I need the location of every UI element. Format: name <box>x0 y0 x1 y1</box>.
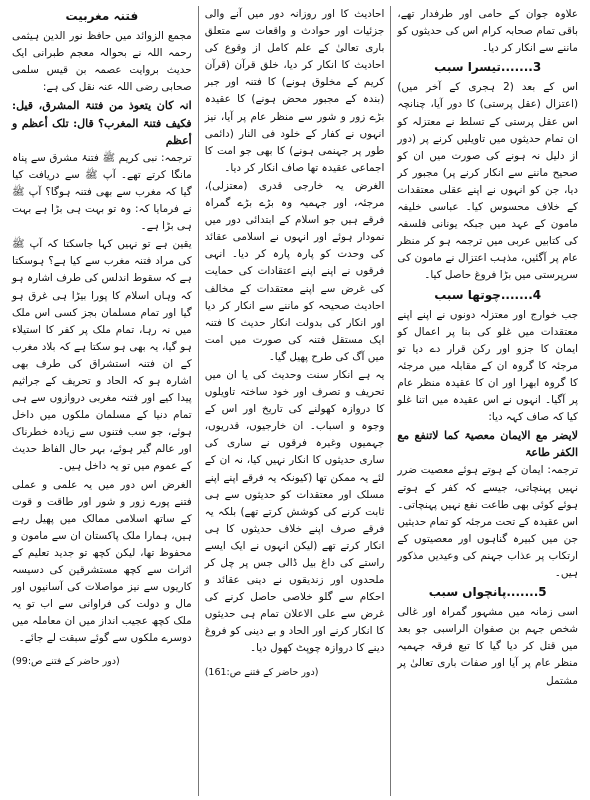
middle-para-3: یہ ہے انکار سنت وحدیث کی یا ان میں تحریف و تصرف اور خود ساختہ تاویلوں کا دروازہ کھولنے کی تاریخ اور اس کے وجوہ و اسباب۔ ان خارجیوں، قدریوں، جہمیوں وغیرہ فرقوں نے ساری کی ساری حدیثوں کا انکار نہیں کیا، نہ ان کے لئے یہ ممکن تھا (کیونکہ یہ فرقے اپنے اپنے مسلک اور معتقدات کو حدیثوں سے ہی ثابت کرنے کی کوشش کرتے تھے) بلکہ یہ فرقے صرف اپنے خلاف حدیثوں کا ہی انکار کرتے تھے (لیکن انہوں نے ایک ایسے راستے کی داغ بیل ڈالی جس پر چل کر ملحدوں اور زندیقوں نے دینی عقائد و احکام سے گلو خلاصی حاصل کرنے کی غرض سے علی الاعلان تمام ہی حدیثوں کا انکار کرنے اور الحاد و بے دینی کو فروغ دینے کا دروازہ چوپٹ کھول دیا۔ <box>204 368 385 655</box>
middle-source-reference: (دور حاضر کے فتنے ص:161) <box>204 666 319 678</box>
arabic-quote-murjia: لایضر مع الایمان معصیۃ کما لاتنفع مع الکفر طاعۃ <box>397 429 578 460</box>
right-para-5: اسی زمانہ میں مشہور گمراہ اور غالی شخص جہم بن صفوان الراسبی جو بعد میں قتل کر دیا گیا کا تبع فرقہ جہمیہ منظر عام پر آیا اور صفات باری تعالیٰ پر مشتمل <box>397 606 578 687</box>
middle-column <box>199 6 392 796</box>
left-para-2: ترجمہ: نبی کریم ﷺ فتنۂ مشرق سے پناہ مانگا کرتے تھے۔ آپ ﷺ سے دریافت کیا گیا کہ مغرب سے بھی فتنہ ہوگا؟ آپ ﷺ نے فرمایا کہ: وہ تو بہت ہی بڑا ہے بہت ہی بڑا ہے۔ <box>12 151 192 233</box>
right-para-2: اس کے بعد (2 ہجری کے آخر میں) (اعتزال (عقل پرستی) کا دور آیا، چنانچہ اس عقل پرستی کے تسلط نے معتزلہ کو ان تمام حدیثوں میں تاویلیں کرنے پر (دور از دلیل نہ ہونے کی صورت میں ان کو صحیح ماننے سے انکار کرنے پر) مجبور کر دیا، جن کو انہوں نے اپنے عقلی معتقدات کے خلاف محسوس کیا۔ عباسی خلیفہ مامون کے عہد میں جبکہ یونانی فلسفہ کی کتابیں عربی میں ترجمہ ہو کر منظر عام پر آگئیں، مذہب اعتزال نے مامون کی سرپرستی میں بڑا فروغ حاصل کیا۔ <box>397 81 578 282</box>
right-para-3: جب خوارج اور معتزلہ دونوں نے اپنے اپنے معتقدات میں غلو کی بنا پر اعمال کو ایمان کا جزو اور رکن قرار دے دیا تو مرجئہ کا گروہ ان کے مقابلہ میں مرجئہ کا گروہ ابھرا اور ان کا عقیدہ منظر عام پر آگیا۔ انہوں نے اس عقیدہ میں اتنا غلو کیا کہ صاف کہہ دیا: <box>397 308 578 424</box>
heading-fitna-maghribiyat: فتنہ مغربیت <box>65 9 139 23</box>
right-column <box>391 6 584 796</box>
left-para-4: الغرض اس دور میں یہ علمی و عملی فتنے پورے زور و شور اور طاقت و قوت کے ساتھ اسلامی ممالک میں پھیل رہے ہیں، ہمارا ملک پاکستان ان سے مامون و محفوظ تھا، لیکن کچھ تو جدید تعلیم کے اثرات سے کچھ مستشرقین کی دسیسہ کاریوں سے نیز مواصلات کی آسانیوں اور مال و دولت کی فراوانی سے اب تو یہ ملک کچھ عجیب انداز میں ان معاملہ میں دوسرے ملکوں سے گوئے سبقت لے جائے۔ <box>12 478 192 645</box>
left-source-reference: (دور حاضر کے فتنے ص:99) <box>12 656 120 668</box>
middle-para-2: الغرض یہ خارجی قدری (معتزلی)، مرجئہ، اور جہمیہ وہ بڑے بڑے گمراہ فرقے ہیں جو اسلام کے ابتدائی دور میں نمودار ہوئے اور انہوں نے اسلامی عقائد کی وحدت کو پارہ پارہ کر دیا۔ انہی فرقوں نے اپنے اپنے اعتقادات کی حمایت کی غرض سے اپنے معتقدات کے مخالف احادیث صحیحہ کو ماننے سے انکار کر دیا اور انکار کی بدولت انکار حدیث کا فتنہ ایک مستقل فتنہ کی صورت میں امت میں آگ کی طرح پھیل گیا۔ <box>204 179 385 363</box>
middle-para-1: احادیث کا اور روزانہ دور میں آنے والی جزئیات اور حوادث و واقعات سے متعلق باری تعالیٰ کے علم کامل از وقوع کی احادیث کا انکار کر دیا، خلق قرآن (قرآن کریم کے مخلوق ہونے) کا فتنہ اور جبر (بندہ کے مجبور محض ہونے) کا عقیدہ بڑے زور و شور سے منظر عام پر آیا، نیز انہوں نے کفار کے خلود فی النار (دائمی طور پر جہنمی ہونے) کا بھی جو امت کا اجماعی عقیدہ تھا صاف انکار کر دیا۔ <box>204 8 385 174</box>
heading-third-reason: 3.......تیسرا سبب <box>434 60 542 75</box>
right-para-1: علاوہ جوان کے حامی اور طرفدار تھے، باقی تمام صحابہ کرام اس کی حدیثوں کو ماننے سے انکار کر دیا۔ <box>397 8 578 55</box>
right-para-4: ترجمہ: ایمان کے ہوتے ہوئے معصیت ضرر نہیں پہنچاتی، جیسے کہ کفر کے ہوتے ہوئے کوئی بھی طاعت نفع نہیں پہنچاتی۔ اس عقیدہ کے تحت مرجئہ کو تمام حدیثیں جن میں کبیرہ گناہوں اور معصیتوں کے ارتکاب پر عذاب جہنم کی وعیدیں مذکور ہیں۔ <box>397 464 578 579</box>
arabic-hadith-text: انہ کان یتعوذ من فتنۃ المشرق، قیل: فکیف فتنۃ المغرب؟ قال: تلک أعظم و أعظم <box>12 99 192 147</box>
heading-fifth-reason: 5.......پانچواں سبب <box>428 585 547 600</box>
heading-fourth-reason: 4.......چوتھا سبب <box>434 287 542 302</box>
text-columns <box>6 6 584 796</box>
left-column <box>6 6 199 796</box>
left-para-3: یقین ہے تو نہیں کہا جاسکتا کہ آپ ﷺ کی مراد فتنہ مغرب سے کیا ہے؟ ہوسکتا ہے کہ سقوط اندلس کی طرف اشارہ ہو کہ وہاں اسلام کا پورا بیڑا ہی غرق ہو گیا اور تمام مسلمان بجز کسی اس ملک میں نہ رہا، تمام ملک پر کفر کا استیلاء ہو گیا، یہ بھی ہو سکتا ہے کہ بلاد مغرب کے ان فتنہ استشراق کی طرف بھی اشارہ ہو کہ الحاد و تحریف کے جراثیم پیدا کیے اور فتنہ مغربی دروازوں سے ہی تمام دنیا کے مسلمان ملکوں میں داخل ہوئے، جو سب فتنوں سے زیادہ خطرناک اور عالم گیر ہوئے، بہر حال الفاظ حدیث کے عموم میں تو یہ داخل ہیں۔ <box>12 238 192 473</box>
left-para-1: مجمع الزوائد میں حافظ نور الدین ہیثمی رحمہ اللہ نے بحوالہ معجم طبرانی ایک حدیث بروایت عصمہ بن قیس سلمی صحابی رضی اللہ عنہ نقل کی ہے: <box>12 30 192 94</box>
